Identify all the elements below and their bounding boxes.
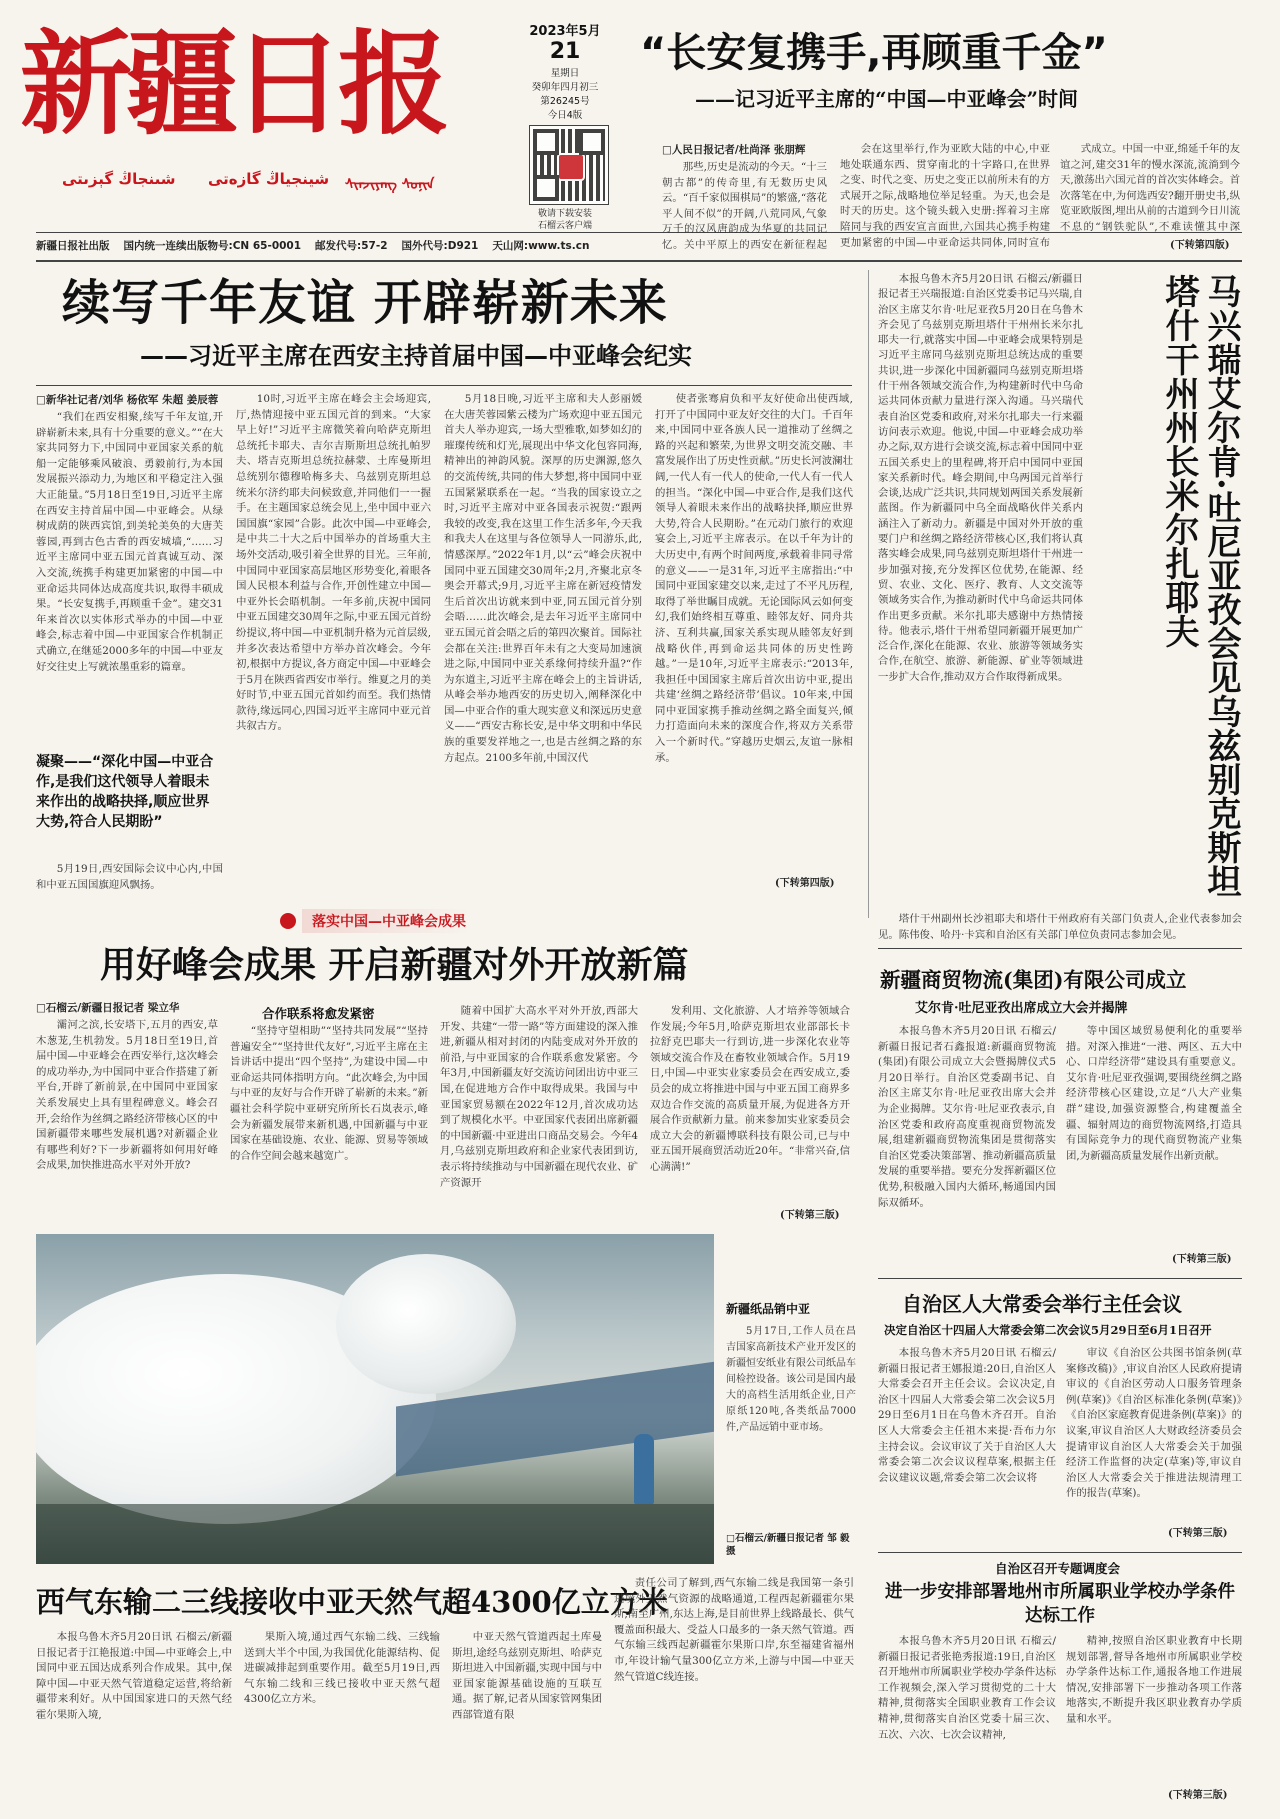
photo-caption-title: 新疆纸品销中亚: [726, 1302, 811, 1316]
trade-story-subtitle: 艾尔肯·吐尼亚孜出席成立大会并揭牌: [915, 1001, 1128, 1016]
right-story-title: 马兴瑞艾尔肯·吐尼亚孜会见乌兹别克斯坦塔什干州州长米尔扎耶夫: [1159, 274, 1241, 898]
qr-code: [530, 126, 608, 204]
date-line: 2023年5月: [529, 24, 601, 39]
lead-col3: 5月18日晚,习近平主席和夫人彭丽媛在大唐芙蓉园紫云楼为广场欢迎中亚五国元首夫人举办迎宾,一场大型雅歌,如梦如幻的璀璨传统和灯光,展现出中华文化包容同海,精神出的神韵风貌。深厚的历史渊源,悠久的交流传统,共同的伟大梦想,将中国同中亚五国紧紧联系在一起。“当我的国家设立之时,习近平主席对中亚各国表示祝贺:“跟两我较的改变,我在这里工作生活多年,今天我和我夫人在这里与各位领导人一同游乐,此,情感深厚。”2022年1月,以“云”峰会庆祝中国同中亚五国建交30周年;2月,齐聚北京冬奥会开幕式;9月,习近平主席在新冠疫情发生后首次出访就来到中亚,同五国元首分别会晤……此次峰会,是去年习近平主席同中亚五国元首会晤之后的第四次聚首。国际社会都在关注:世界百年未有之大变局加速演进之际,中国同中亚关系缘何持续升温?“作为东道主,习近平主席在峰会上的主旨讲话,从峰会举办地西安的历史切入,阐释深化中国—中亚合作的重大现实意义和深远历史意义——“西安古称长安,是中华文明和中华民族的重要发祥地之一,也是古丝绸之路的东方起点。2100多年前,中国汉代: [444, 393, 642, 764]
lead-byline: □新华社记者/刘华 杨依军 朱超 姜辰蓉: [36, 394, 219, 406]
open-story-byline: □石榴云/新疆日报记者 梁立华: [36, 1002, 180, 1014]
top-story-col2: 会在这里举行,作为亚欧大陆的中心,中亚地处联通东西、贯穿南北的十字路口,在世界之变、时代之变、历史之变正以前所未有的方式展开之际,战略地位举足轻重。为天,也会是时天的历史。这个镜头载入史册:挥着习主席陪同与我的西安宣言面世,六国共心携手构建更加紧密的中国—中亚命运共同体,同时宣布: [840, 143, 1050, 249]
info-publisher: 新疆日报社出版: [36, 240, 110, 252]
factory-photo: [36, 1234, 714, 1564]
npc-story-col1: 本报乌鲁木齐5月20日讯 石榴云/新疆日报记者王娜报道:20日,自治区人大常委会召开主任会议。会议决定,自治区十四届人大常委会第二次会议5月29日至6月1日在乌鲁木齐召开。自治区人大常委会主任祖木来提·吾布力尔主持会议。会议审议了关于自治区人大常委会第二次会议议程草案,根据主任会议建议议题,常委会第二次会议将: [878, 1347, 1056, 1484]
school-story-col1: 本报乌鲁木齐5月20日讯 石榴云/新疆日报记者张艳秀报道:19日,自治区召开地州市所属职业学校办学条件达标工作视频会,深入学习贯彻党的二十大精神,贯彻落实全国职业教育工作会议精神,贯彻落实自治区党委十届三次、五次、六次、七次会议精神,: [878, 1635, 1056, 1741]
info-website[interactable]: 天山网:www.ts.cn: [492, 240, 590, 252]
gas-story-title: 西气东输二三线接收中亚天然气超4300亿立方米: [36, 1585, 668, 1619]
top-story-title: “长安复携手,再顾重千金”: [640, 30, 1108, 76]
date-block: [520, 20, 610, 121]
open-story-subhead: 合作联系将愈发紧密: [262, 1006, 375, 1021]
lunar-date: 癸卯年四月初三: [531, 82, 599, 93]
trade-story-continued[interactable]: (下转第三版): [1172, 1254, 1232, 1265]
gas-story-col3: 中亚天然气管道西起土库曼斯坦,途经乌兹别克斯坦、哈萨克斯坦进入中国新疆,实现中国与中亚国家能源基础设施的互联互通。据了解,记者从国家管网集团西部管道有限: [452, 1631, 602, 1721]
section-banner: [280, 908, 560, 934]
info-bar: [36, 238, 636, 253]
top-story-byline: □人民日报记者/杜尚泽 张朋辉: [662, 144, 806, 156]
school-story-col2: 精神,按照自治区职业教育中长期规划部署,督导各地州市所属职业学校办学条件达标工作,通报各地工作进展情况,安排部署下一步推动各项工作落地落实,不断提升我区职业教育办学质量和水平。: [1066, 1635, 1242, 1725]
open-story-title: 用好峰会成果 开启新疆对外开放新篇: [100, 945, 689, 986]
gas-story-col4: 责任公司了解到,西气东输二线是我国第一条引进境外天然气资源的战略通道,工程西起新疆霍尔果斯,南至广州,东达上海,是目前世界上线路最长、供气覆盖面积最大、受益人口最多的一条天然气管道。西气东输三线西起新疆霍尔果斯口岸,东至福建省福州市,年设计输气量300亿立方米,上游与中国—中亚天然气管道C线连接。: [614, 1577, 854, 1683]
top-story-continued[interactable]: (下转第四版): [1170, 240, 1230, 251]
photo-credit: □石榴云/新疆日报记者 邹 毅摄: [726, 1533, 850, 1557]
lead-subtitle: ——习近平主席在西安主持首届中国—中亚峰会纪实: [140, 342, 692, 370]
open-story-col3: 随着中国扩大高水平对外开放,西部大开发、共建“一带一路”等方面建设的深入推进,新疆从相对封闭的内陆变成对外开放的前沿,与中亚国家的合作联系愈发紧密。今年3月,中国新疆友好交流访问团出访中亚三国,在促进地方合作中取得成果。我国与中亚国家贸易额在2022年12月,首次成功达到了规模化水平。中亚国家代表团出席新疆的中国新疆·中亚进出口商品交易会。今年4月,乌兹别克斯坦政府和企业家代表团到访,表示将持续推动与中国新疆在现代农业、矿产资源开: [440, 1005, 638, 1189]
npc-story-col2: 审议《自治区公共图书馆条例(草案修改稿)》,审议自治区人民政府提请审议的《自治区劳动人口服务管理条例(草案)》《自治区标准化条例(草案)》《自治区家庭教育促进条例(草案)》的议案,审议自治区人大财政经济委员会提请审议自治区人大常委会关于加强经济工作监督的决定(草案)等,审议自治区人大常委会关于推进法规清理工作的报告(草案)。: [1066, 1347, 1242, 1500]
gas-story-col1: 本报乌鲁木齐5月20日讯 石榴云/新疆日报记者于江艳报道:中国—中亚峰会上,中国同中亚五国达成系列合作成果。其中,保障中国—中亚天然气管道稳定运营,将给新疆带来利好。从中国国家进口的天然气经霍尔果斯入境,: [36, 1631, 232, 1721]
right-story-extra: 塔什干州副州长沙祖耶夫和塔什干州政府有关部门负责人,企业代表参加会见。陈伟俊、哈丹·卡宾和自治区有关部门单位负责同志参加会见。: [878, 913, 1242, 941]
lead-col1b: 5月19日,西安国际会议中心内,中国和中亚五国国旗迎风飘扬。: [36, 863, 223, 891]
masthead-mongol: ᠰᠢᠨᠵᠢᠶᠠᠩ ᠰᠣᠨᠢᠨ: [345, 177, 435, 193]
open-story-continued[interactable]: (下转第三版): [780, 1210, 840, 1221]
banner-flower-icon: [280, 913, 296, 929]
school-story-continued[interactable]: (下转第三版): [1168, 1790, 1228, 1801]
banner-text: 落实中国—中亚峰会成果: [302, 909, 476, 933]
photo-caption: 5月17日,工作人员在昌吉国家高新技术产业开发区的新疆恒安纸业有限公司纸品车间检控设备。该公司是国内最大的高档生活用纸企业,日产原纸120吨,各类纸品7000件,产品远销中亚市场。: [726, 1326, 856, 1433]
npc-story-subtitle: 决定自治区十四届人大常委会第二次会议5月29日至6月1日召开: [884, 1323, 1212, 1337]
top-story-subtitle: ——记习近平主席的“中国—中亚峰会”时间: [695, 87, 1079, 111]
trade-story-title: 新疆商贸物流(集团)有限公司成立: [880, 968, 1187, 992]
gas-story-col2: 果斯入境,通过西气东输二线、三线输送到大半个中国,为我国优化能源结构、促进碳减排起到重要作用。截至5月19日,西气东输二线和三线已接收中亚天然气超4300亿立方米。: [244, 1631, 440, 1706]
qr-caption: 敬请下载安装 石榴云客户端: [537, 209, 592, 231]
right-story-text: 本报乌鲁木齐5月20日讯 石榴云/新疆日报记者王兴瑞报道:自治区党委书记马兴瑞,自治区主席艾尔肯·吐尼亚孜5月20日在乌鲁木齐会见了乌兹别克斯坦塔什干州州长米尔扎耶夫一行,就落实中国—中亚峰会成果特别是习近平主席同乌兹别克斯坦总统达成的重要共识,进一步深化中国新疆同乌兹别克斯坦塔什干州各领域交流合作,为构建新时代中乌命运共同体贡献力量进行深入沟通。马兴瑞代表自治区党委和政府,对米尔扎耶夫一行来疆访问表示欢迎。他说,中国—中亚峰会成功举办之际,双方进行会谈交流,标志着中国同中亚五国关系史上的里程碑,将开启中国同中亚国家关系新时代。峰会期间,中乌两国元首举行会谈,达成广泛共识,共同规划两国关系发展新蓝图。作为新疆同中乌全面战略伙伴关系内涵注入了新动力。新疆是中国对外开放的重要门户和丝绸之路经济带核心区,我们将认真落实峰会成果,同乌兹别克斯坦塔什干州进一步加强对接,充分发挥区位优势,在能源、经贸、农业、文化、医疗、教育、人文交流等领域务实合作,为推动新时代中乌命运共同体作出更多贡献。米尔扎耶夫感谢中方热情接待。他表示,塔什干州希望同新疆开展更加广泛合作,深化在能源、农业、旅游等领域务实合作,在航空、旅游、新能源、矿业等领域进一步扩大合作,推动双方合作取得新成果。: [878, 273, 1083, 683]
trade-story-col1: 本报乌鲁木齐5月20日讯 石榴云/新疆日报记者石鑫报道:新疆商贸物流(集团)有限公司成立大会暨揭牌仪式5月20日举行。自治区党委副书记、自治区主席艾尔肯·吐尼亚孜出席大会并为企业揭牌。艾尔肯·吐尼亚孜表示,自治区党委和政府高度重视商贸物流发展,组建新疆商贸物流集团是贯彻落实自治区党委决策部署、推动新疆高质量发展的重要举措。要充分发挥新疆区位优势,积极融入国内大循环,畅通国内国际双循环。: [878, 1025, 1056, 1209]
open-story-col4: 发利用、文化旅游、人才培养等领域合作发展;今年5月,哈萨克斯坦农业部部长卡拉舒克巴耶夫一行到访,进一步深化农业等领域交流合作及在畜牧业领域合作。5月19日,中国—中亚实业家委员会在西安成立,委员会的成立将推进中国与中亚五国工商界多双边合作交流的高质量开展,为促进各方开展合作贡献新力量。前来参加实业家委员会成立大会的新疆博联科技有限公司,已与中亚五国开展商贸活动近20年。“非常兴奋,信心满满!”: [650, 1005, 850, 1173]
masthead-kazakh: شينجياڭ گازەتى: [208, 170, 330, 188]
school-story-title: 进一步安排部署地州市所属职业学校办学条件达标工作: [885, 1582, 1235, 1626]
lead-pullquote: 凝聚——“深化中国—中亚合作,是我们这代领导人着眼未来作出的战略抉择,顺应世界大势,符合人民期盼”: [36, 754, 214, 830]
date-day: 21: [549, 39, 581, 64]
lead-col2: 10时,习近平主席在峰会主会场迎宾,厅,热情迎接中亚五国元首的到来。“大家早上好!”习近平主席微笑着向哈萨克斯坦总统托卡耶夫、吉尔吉斯斯坦总统扎帕罗夫、塔吉克斯坦总统拉赫蒙、土库曼斯坦总统别尔德穆哈梅多夫、乌兹别克斯坦总统米尔济约耶夫问候致意,并同他们一一握手。在主题国家总统会见上,坐中国中亚六国国旗“家园”合影。此次中国—中亚峰会,是中共二十大之后中国举办的首场重大主场外交活动,吸引着全世界的目光。三年前,中国同中亚国家高层地区形势变化,着眼各国人民根本利益与合作,开创性建立中国—中亚外长会晤机制。一年多前,庆祝中国同中亚五国建交30周年之际,中亚五国元首纷纷提议,将中国—中亚机制升格为元首层级,并多次表达希望中方举办首次峰会。今年初,根据中方提议,各方商定中国—中亚峰会于5月在陕西省西安市举行。维夏之月的美好时节,中亚五国元首如约而至。我们热情款待,缘远同心,四国习近平主席同中亚元首共叙古方。: [236, 393, 431, 733]
lead-continued[interactable]: (下转第四版): [775, 878, 835, 889]
info-postal: 邮发代号:57-2: [315, 240, 388, 252]
open-story-col1: 灞河之滨,长安塔下,五月的西安,草木葱茏,生机勃发。5月18日至19日,首届中国—中亚峰会在西安举行,这次峰会的成功举办,为中国同中亚合作搭建了新平台,开辟了新前景,在中国同中亚国家关系发展史上具有里程碑意义。峰会召开,会给作为丝绸之路经济带核心区的中国新疆带来哪些发展机遇?对新疆企业有哪些利好?下一步新疆将如何用好峰会成果,加快推进高水平对外开放?: [36, 1019, 218, 1172]
qr-center-logo: [557, 153, 585, 181]
masthead-uyghur: شىنجاڭ گېزىتى: [62, 170, 176, 188]
lead-col1a: “我们在西安相聚,续写千年友谊,开辟崭新未来,具有十分重要的意义。”“在大家共同努力下,中国同中亚国家关系的航船一定能够乘风破浪、勇毅前行,为本国发展振兴添动力,为地区和平稳定注入强大正能量。”5月18日至19日,习近平主席在西安主持首届中国—中亚峰会。从绿树成荫的陕西宾馆,到美轮美奂的大唐芙蓉园,再到古色古香的西安城墙,“……习近平主席同中亚五国元首真诚互动、深入交流,统携手构建更加紧密的中国—中亚命运共同体达成高度共识,取得丰硕成果。“长安复携手,再顾重千金”。建交31年来首次以实体形式举办的中国—中亚峰会,标志着中国—中亚国家合作机制正式确立,在继延2000多年的中国—中亚友好交往史上写就浓墨重彩的篇章。: [36, 411, 223, 673]
school-story-kicker: 自治区召开专题调度会: [995, 1561, 1121, 1576]
open-story-col2: “坚持守望相助”“坚持共同发展”“坚持普遍安全”“坚持世代友好”,习近平主席在主旨讲话中提出“四个坚持”,为建设中国—中亚命运共同体指明方向。“此次峰会,为中国与中亚的友好与合作开辟了崭新的未来。”新疆社会科学院中亚研究所所长石岚表示,峰会为新疆发展带来新机遇,中国新疆与中亚国家在基础设施、农业、能源、贸易等领域的合作空间会越来越宽广。: [230, 1025, 428, 1162]
top-story-col3: 式成立。中国一中亚,绵延千年的友谊之河,建交31年的慢水深流,流淌到今天,激荡出六国元首的首次实体峰会。首次落笔在中,为何选西安?翻开册史书,纵览亚欧版图,埋出从前的古道到今日川流不息的“钢铁驼队”,不难读懂其中深: [1060, 143, 1240, 233]
info-cn: 国内统一连续出版物号:CN 65-0001: [123, 240, 302, 252]
worker-figure: [634, 1434, 654, 1504]
page-count: 今日4版: [547, 110, 583, 121]
info-foreign: 国外代号:D921: [401, 240, 479, 252]
masthead-title: 新疆日报: [20, 19, 444, 150]
issue-number: 第26245号: [540, 96, 590, 107]
weekday: 星期日: [550, 68, 580, 79]
npc-story-title: 自治区人大常委会举行主任会议: [902, 1292, 1182, 1316]
trade-story-col2: 等中国区域贸易便利化的重要举措。对深入推进“一港、两区、五大中心、口岸经济带”建设具有重要意义。艾尔肯·吐尼亚孜强调,要围绕丝绸之路经济带核心区建设,立足“八大产业集群”建设,加强资源整合,构建覆盖全疆、辐射周边的商贸物流网络,打造具有国际竞争力的现代商贸物流产业集团,为新疆高质量发展作出新贡献。: [1066, 1025, 1242, 1162]
npc-story-continued[interactable]: (下转第三版): [1168, 1528, 1228, 1539]
lead-title: 续写千年友谊 开辟崭新未来: [62, 275, 668, 331]
top-story-col1: 那些,历史是流动的今天。“十三朝古都”的传奇里,有无数历史风云。“百千家似围棋局”的繁盛,“落花平人间不似”的开阔,八荒同风,气象万千的汉风唐韵成为华夏的共同记忆。关中平原上的西安在新征程起: [662, 161, 827, 250]
lead-col4: 使者张骞肩负和平友好使命出使西域,打开了中国同中亚友好交往的大门。千百年来,中国同中亚各族人民一道推动了丝绸之路的兴起和繁荣,为世界文明交流交融、丰富发展作出了历史性贡献。”历史长河波澜壮阔,一代人有一代人的使命,一代人有一代人的担当。“深化中国—中亚合作,是我们这代领导人着眼未来作出的战略抉择,顺应世界大势,符合人民期盼。”在元动门旅行的欢迎宴会上,习近平主席表示。在以千年为计的大历史中,有两个时间两度,承载着非同寻常的意义——一是31年,习近平主席指出:“中国同中亚国家建交以来,走过了不平凡历程,取得了举世瞩目成就。无论国际风云如何变幻,我们始终相互尊重、睦邻友好、同舟共济、互利共赢,国家关系实现从睦邻友好到战略伙伴,再到命运共同体的历史性跨越。”一是10年,习近平主席表示:“2013年,我担任中国国家主席后首次出访中亚,提出共建‘丝绸之路经济带’倡议。10年来,中国同中亚国家携手推动丝绸之路全面复兴,倾力打造面向未来的深度合作,将双方关系带入一个新时代。”穿越历史烟云,友谊一脉相承。: [655, 393, 853, 764]
